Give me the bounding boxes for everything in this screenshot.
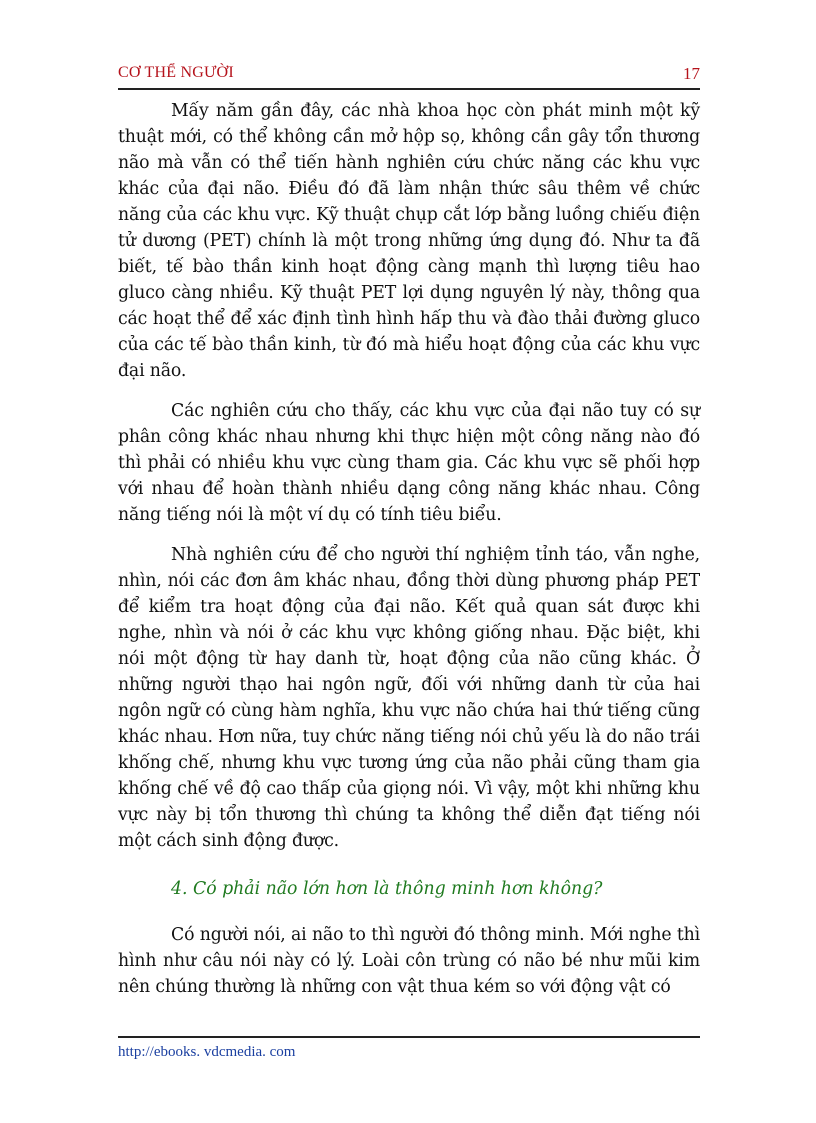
footer-link[interactable]: http://ebooks. vdcmedia. com xyxy=(118,1044,296,1060)
page-body xyxy=(118,98,700,1014)
page-number: 17 xyxy=(683,64,700,83)
footer-divider xyxy=(118,1036,700,1038)
body-paragraph-4: Có người nói, ai não to thì người đó thông minh. Mới nghe thì hình như câu nói này có lý. Loài côn trùng có não bé như mũi kim nên chúng thường là những con vật thua kém so với động vật có xyxy=(118,925,700,997)
body-paragraph-3: Nhà nghiên cứu để cho người thí nghiệm tỉnh táo, vẫn nghe, nhìn, nói các đơn âm khác nhau, đồng thời dùng phương pháp PET để kiểm tra hoạt động của đại não. Kết quả quan sát được khi nghe, nhìn và nói ở các khu vực không giống nhau. Đặc biệt, khi nói một động từ hay danh từ, hoạt động của não cũng khác. Ở những người thạo hai ngôn ngữ, đối với những danh từ của hai ngôn ngữ có cùng hàm nghĩa, khu vực não chứa hai thứ tiếng cũng khác nhau. Hơn nữa, tuy chức năng tiếng nói chủ yếu là do não trái khống chế, nhưng khu vực tương ứng của não phải cũng tham gia khống chế về độ cao thấp của giọng nói. Vì vậy, một khi những khu vực này bị tổn thương thì chúng ta không thể diễn đạt tiếng nói một cách sinh động được. xyxy=(118,545,700,851)
header-divider xyxy=(118,88,700,90)
body-paragraph-1: Mấy năm gần đây, các nhà khoa học còn phát minh một kỹ thuật mới, có thể không cần mở hộp sọ, không cần gây tổn thương não mà vẫn có thể tiến hành nghiên cứu chức năng các khu vực khác của đại não. Điều đó đã làm nhận thức sâu thêm về chức năng của các khu vực. Kỹ thuật chụp cắt lớp bằng luồng chiếu điện tử dương (PET) chính là một trong những ứng dụng đó. Như ta đã biết, tế bào thần kinh hoạt động càng mạnh thì lượng tiêu hao gluco càng nhiều. Kỹ thuật PET lợi dụng nguyên lý này, thông qua các hoạt thể để xác định tình hình hấp thu và đào thải đường gluco của các tế bào thần kinh, từ đó mà hiểu hoạt động của các khu vực đại não. xyxy=(118,101,700,381)
page-header xyxy=(118,62,700,88)
running-title: CƠ THỂ NGƯỜI xyxy=(118,64,234,81)
section-heading: 4. Có phải não lớn hơn là thông minh hơn không? xyxy=(171,879,603,899)
body-paragraph-2: Các nghiên cứu cho thấy, các khu vực của đại não tuy có sự phân công khác nhau nhưng khi thực hiện một công năng nào đó thì phải có nhiều khu vực cùng tham gia. Các khu vực sẽ phối hợp với nhau để hoàn thành nhiều dạng công năng khác nhau. Công năng tiếng nói là một ví dụ có tính tiêu biểu. xyxy=(118,401,700,525)
